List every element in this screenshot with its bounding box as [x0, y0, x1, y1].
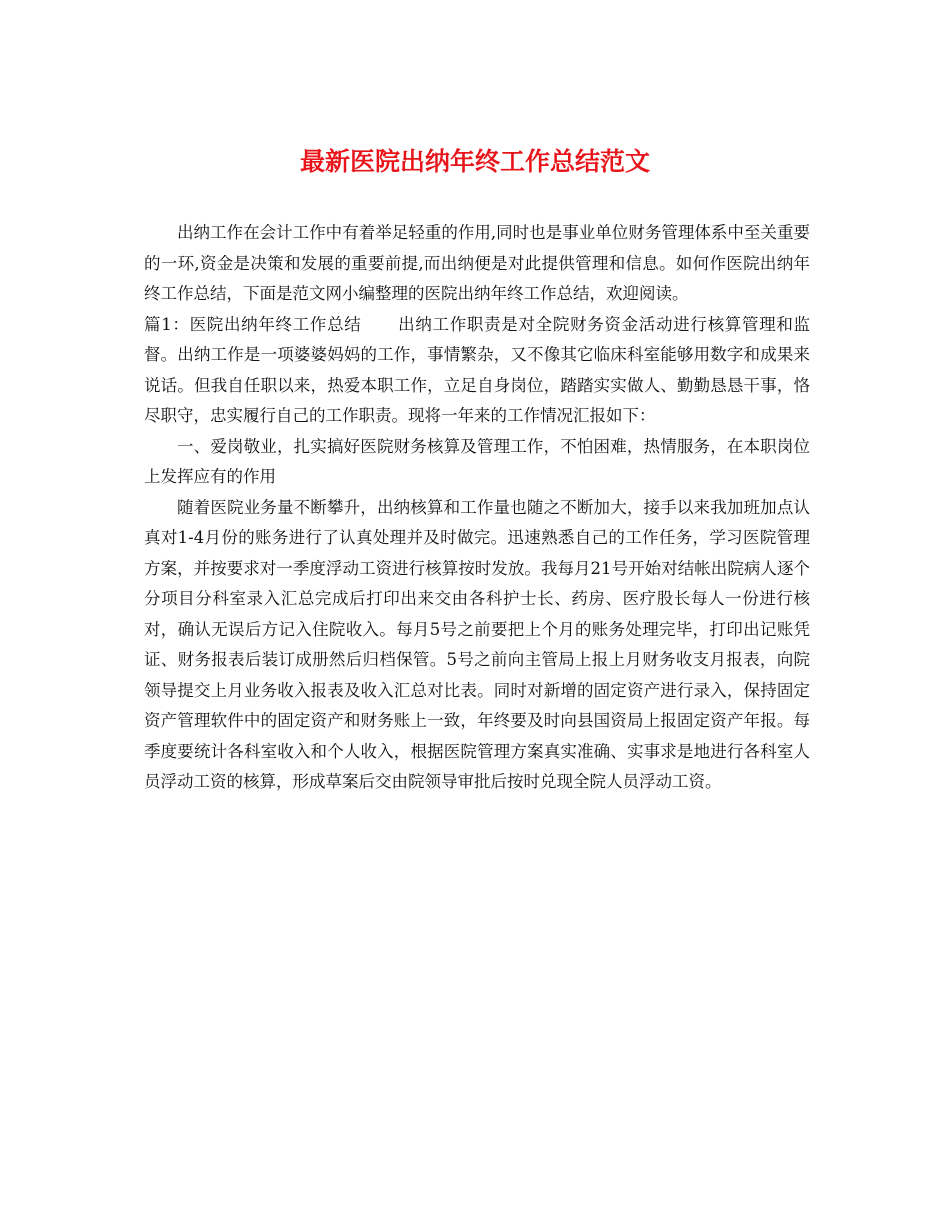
- document-title: 最新医院出纳年终工作总结范文: [299, 147, 650, 176]
- section-label: 篇1：医院出纳年终工作总结: [144, 314, 362, 334]
- section-text: 出纳工作职责是对全院财务资金活动进行核算管理和监督。出纳工作是一项婆婆妈妈的工作，事情繁杂，又不像其它临床科室能够用数字和成果来说话。但我自任职以来，热爱本职工作，立足自身岗位，踏踏实实做人、勤勤恳恳干事，恪尽职守，忠实履行自己的工作职责。现将一年来的工作情况汇报如下：: [144, 314, 811, 425]
- body-one-paragraph: 随着医院业务量不断攀升，出纳核算和工作量也随之不断加大，接手以来我加班加点认真对1-4月份的账务进行了认真处理并及时做完。迅速熟悉自己的工作任务，学习医院管理方案，并按要求对一季度浮动工资进行核算按时发放。我每月21号开始对结帐出院病人逐个分项目分科室录入汇总完成后打印出来交由各科护士长、药房、医疗股长每人一份进行核对，确认无误后方记入住院收入。每月5号之前要把上个月的账务处理完毕，打印出记账凭证、财务报表后装订成册然后归档保管。5号之前向主管局上报上月财务收支月报表，向院领导提交上月业务收入报表及收入汇总对比表。同时对新增的固定资产进行录入，保持固定资产管理软件中的固定资产和财务账上一致，年终要及时向县国资局上报固定资产年报。每季度要统计各科室收入和个人收入，根据医院管理方案真实准确、实事求是地进行各科室人员浮动工资的核算，形成草案后交由院领导审批后按时兑现全院人员浮动工资。: [144, 497, 810, 791]
- intro-paragraph: 出纳工作在会计工作中有着举足轻重的作用,同时也是事业单位财务管理体系中至关重要的一环,资金是决策和发展的重要前提,而出纳便是对此提供管理和信息。如何作医院出纳年终工作总结，下面是范文网小编整理的医院出纳年终工作总结，欢迎阅读。: [144, 223, 810, 303]
- section-paragraph: [144, 310, 810, 432]
- document-body: [144, 218, 810, 798]
- heading-one-paragraph: 一、爱岗敬业，扎实搞好医院财务核算及管理工作，不怕困难，热情服务，在本职岗位上发挥应有的作用: [144, 436, 810, 486]
